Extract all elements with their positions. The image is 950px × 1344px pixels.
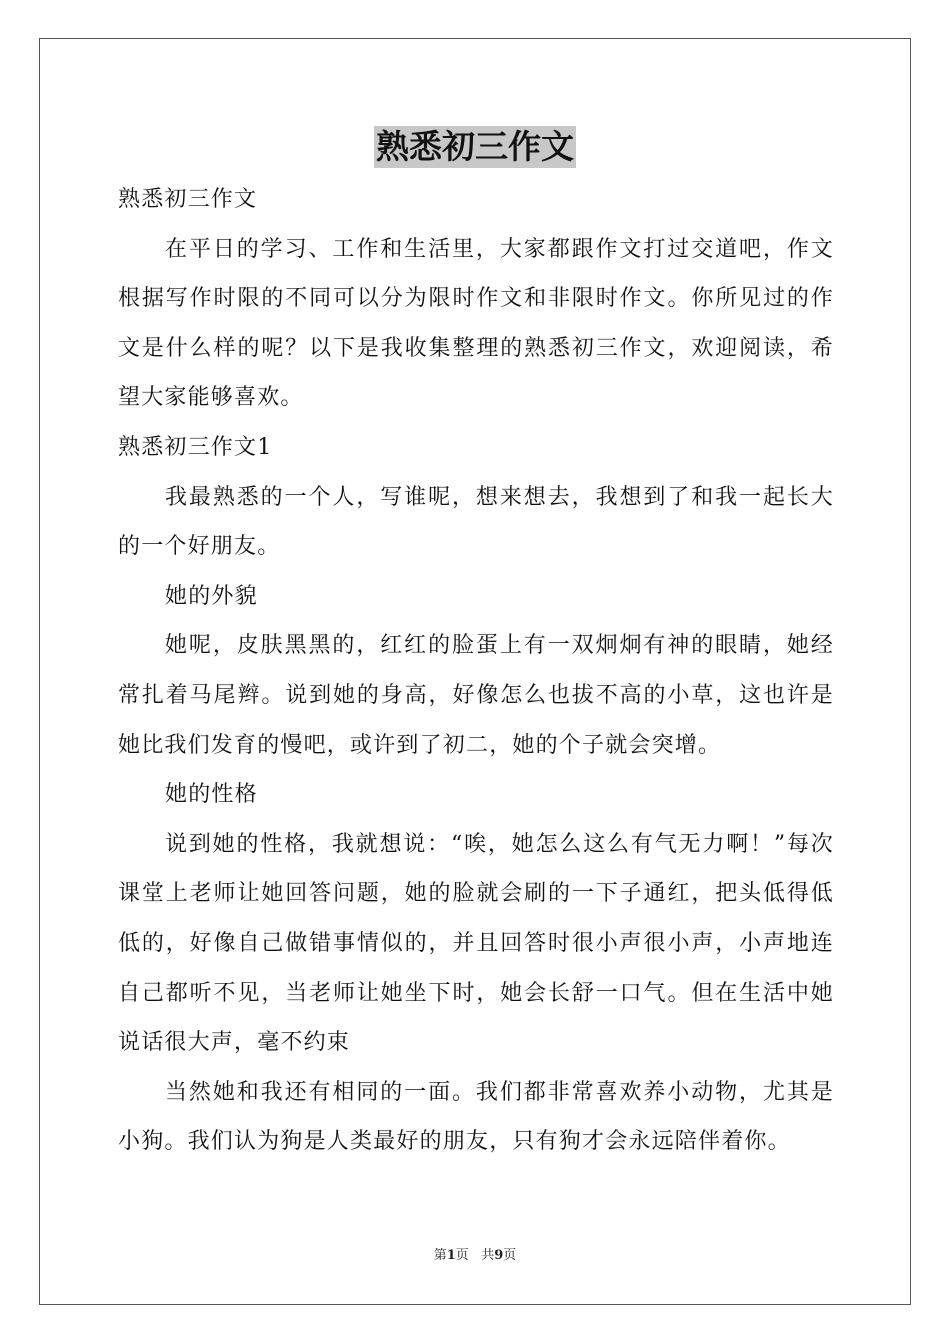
- paragraph-intro: 在平日的学习、工作和生活里，大家都跟作文打过交道吧，作文根据写作时限的不同可以分为限时作文和非限时作文。你所见过的作文是什么样的呢？以下是我收集整理的熟悉初三作文，欢迎阅读，希望大家能够喜欢。: [118, 236, 834, 411]
- paragraph-body: 说到她的性格，我就想说：“唉，她怎么这么有气无力啊！”每次课堂上老师让她回答问题，她的脸就会刷的一下子通红，把头低得低低的，好像自己做错事情似的，并且回答时很小声很小声，小声地连自己都听不见，当老师让她坐下时，她会长舒一口气。但在生活中她说话很大声，毫不约束: [118, 831, 834, 1056]
- page-current: 1: [446, 1248, 456, 1263]
- paragraph-subheading-appearance: 她的外貌: [165, 583, 258, 609]
- paragraph-body: 她呢，皮肤黑黑的，红红的脸蛋上有一双炯炯有神的眼睛，她经常扎着马尾辫。说到她的身高，好像怎么也拔不高的小草，这也许是她比我们发育的慢吧，或许到了初二，她的个子就会突增。: [118, 633, 834, 758]
- page-suffix: 页: [455, 1248, 469, 1263]
- total-prefix: 共: [481, 1248, 495, 1263]
- total-suffix: 页: [503, 1248, 517, 1263]
- page-footer: [0, 1246, 950, 1266]
- paragraph-heading: 熟悉初三作文: [118, 187, 258, 212]
- title-wrapper: [0, 126, 950, 168]
- document-title: 熟悉初三作文: [376, 127, 574, 166]
- paragraph-essay-heading: 熟悉初三作文1: [118, 434, 273, 460]
- page-prefix: 第: [433, 1248, 447, 1263]
- paragraph-body: 当然她和我还有相同的一面。我们都非常喜欢养小动物，尤其是小狗。我们认为狗是人类最好的朋友，只有狗才会永远陪伴着你。: [118, 1079, 834, 1155]
- document-body: [118, 175, 834, 1167]
- paragraph-subheading-personality: 她的性格: [165, 782, 258, 808]
- page-total: 9: [494, 1248, 504, 1263]
- paragraph-body: 我最熟悉的一个人，写谁呢，想来想去，我想到了和我一起长大的一个好朋友。: [118, 484, 834, 560]
